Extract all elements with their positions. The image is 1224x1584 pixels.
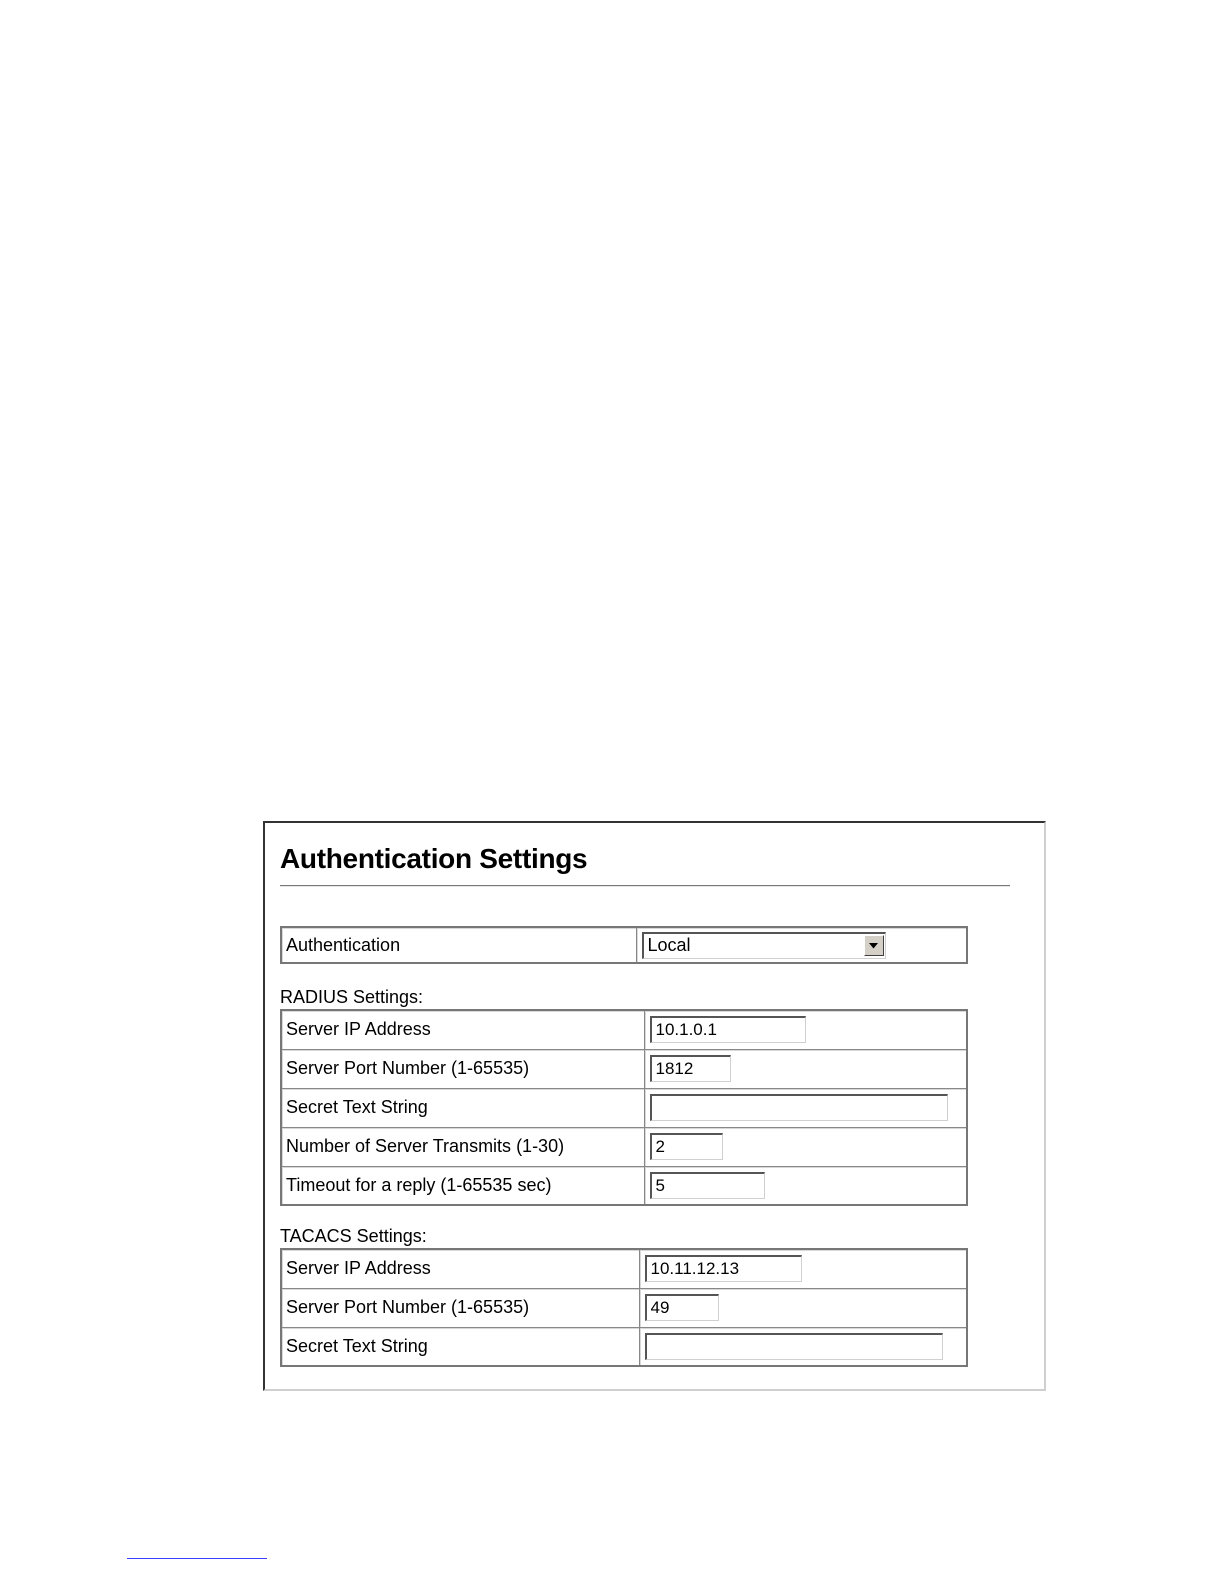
- tacacs-secret-label: Secret Text String: [281, 1327, 639, 1366]
- authentication-row: [281, 927, 967, 963]
- table-row: [281, 1010, 967, 1049]
- authentication-select[interactable]: [642, 932, 886, 959]
- title-divider: [280, 885, 1010, 887]
- radius-settings-table: [280, 1009, 968, 1206]
- tacacs-secret-input[interactable]: [645, 1333, 943, 1360]
- table-row: [281, 1249, 967, 1288]
- footer-link-underline: [127, 1558, 267, 1559]
- authentication-label: Authentication: [281, 927, 636, 963]
- radius-secret-label: Secret Text String: [281, 1088, 644, 1127]
- table-row: [281, 1088, 967, 1127]
- tacacs-server-port-input[interactable]: [645, 1294, 719, 1321]
- authentication-selected-value: Local: [647, 935, 691, 955]
- radius-server-ip-label: Server IP Address: [281, 1010, 644, 1049]
- tacacs-section-label: TACACS Settings:: [280, 1226, 427, 1246]
- radius-transmits-input[interactable]: [650, 1133, 723, 1160]
- authentication-settings-panel: [263, 821, 1046, 1391]
- table-row: [281, 1127, 967, 1166]
- table-row: [281, 1288, 967, 1327]
- radius-server-port-label: Server Port Number (1-65535): [281, 1049, 644, 1088]
- tacacs-server-port-label: Server Port Number (1-65535): [281, 1288, 639, 1327]
- tacacs-server-ip-label: Server IP Address: [281, 1249, 639, 1288]
- page-title: Authentication Settings: [280, 843, 588, 874]
- authentication-table: [280, 926, 968, 964]
- tacacs-settings-table: [280, 1248, 968, 1367]
- table-row: [281, 1166, 967, 1205]
- chevron-down-icon: [869, 943, 878, 949]
- radius-section-label: RADIUS Settings:: [280, 987, 424, 1007]
- table-row: [281, 1049, 967, 1088]
- table-row: [281, 1327, 967, 1366]
- radius-timeout-input[interactable]: [650, 1172, 765, 1199]
- radius-secret-input[interactable]: [650, 1094, 948, 1121]
- tacacs-server-ip-input[interactable]: [645, 1255, 802, 1282]
- dropdown-button[interactable]: [864, 935, 884, 956]
- radius-server-ip-input[interactable]: [650, 1016, 806, 1043]
- radius-transmits-label: Number of Server Transmits (1-30): [281, 1127, 644, 1166]
- radius-timeout-label: Timeout for a reply (1-65535 sec): [281, 1166, 644, 1205]
- radius-server-port-input[interactable]: [650, 1055, 731, 1082]
